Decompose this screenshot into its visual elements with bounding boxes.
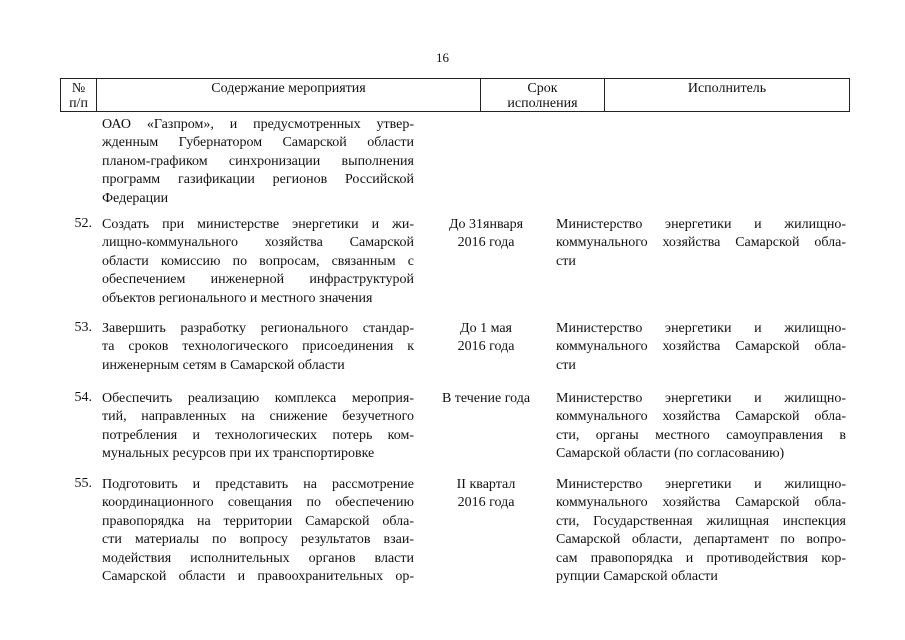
header-content-label: Содержание мероприятия	[211, 81, 366, 96]
page-number: 16	[436, 50, 449, 65]
term-line: В течение года	[441, 391, 531, 406]
row-number: 55.	[74, 476, 92, 491]
content-line: обеспечением инженерной инфраструктурой	[102, 272, 414, 288]
content-line: правопорядка на территории Самарской обла-	[102, 513, 414, 529]
executor-line: сам правопорядка и противодействия кор-	[556, 550, 846, 566]
executor-line: Министерство энергетики и жилищно-	[556, 321, 846, 336]
header-term-cell	[481, 79, 605, 111]
continuation-line: программ газификации регионов Российской	[102, 172, 414, 188]
executor-line: сти	[556, 253, 576, 269]
row-content	[102, 476, 414, 586]
executor-line: Министерство энергетики и жилищно-	[556, 217, 846, 232]
term-line: II квартал	[456, 477, 516, 492]
term-line: 2016 года	[457, 495, 515, 511]
content-line: инженерным сетям в Самарской области	[102, 357, 345, 373]
executor-line: сти, Государственная жилищная инспекция	[556, 513, 846, 529]
content-line: сти материалы по вопросу результатов взаи-	[102, 532, 414, 548]
header-executor-label: Исполнитель	[687, 81, 767, 96]
row-executor	[556, 216, 846, 271]
continuation-line: Федерации	[102, 190, 169, 206]
content-line: лищно-коммунального хозяйства Самарской	[102, 235, 414, 251]
row-number: 53.	[74, 320, 92, 335]
header-number-abbrev: п/п	[69, 96, 88, 111]
header-content-cell	[97, 79, 481, 111]
table-header	[60, 78, 850, 112]
row-term	[424, 476, 548, 513]
executor-line: коммунального хозяйства Самарской обла-	[556, 235, 846, 251]
content-line: модействия исполнительных органов власти	[102, 550, 414, 566]
header-number-sign: №	[71, 81, 86, 96]
continuation-line: планом-графиком синхронизации выполнения	[102, 153, 414, 169]
header-number-cell	[61, 79, 97, 111]
content-line: области комиссию по вопросам, связанным с	[102, 253, 414, 269]
content-line: Завершить разработку регионального стандар-	[102, 321, 414, 336]
content-line: Подготовить и представить на рассмотрение	[102, 477, 414, 492]
row-number: 54.	[74, 390, 92, 405]
term-line: 2016 года	[457, 235, 515, 251]
row-content	[102, 390, 414, 464]
executor-line: коммунального хозяйства Самарской обла-	[556, 409, 846, 425]
executor-line: сти, органы местного самоуправления в	[556, 427, 846, 443]
term-line: 2016 года	[457, 339, 515, 355]
header-term-label-2: исполнения	[507, 96, 578, 111]
row-executor	[556, 476, 846, 586]
executor-line: коммунального хозяйства Самарской обла-	[556, 495, 846, 511]
row-term	[424, 320, 548, 357]
header-term-label-1: Срок	[527, 81, 558, 96]
term-line: До 31января	[448, 217, 524, 232]
executor-line: коммунального хозяйства Самарской обла-	[556, 339, 846, 355]
content-line: та сроков технологического присоединения к	[102, 339, 414, 355]
executor-line: сти	[556, 357, 576, 373]
row-content	[102, 216, 414, 308]
content-line: объектов регионального и местного значения	[102, 290, 373, 306]
row-number: 52.	[74, 216, 92, 231]
executor-line: Министерство энергетики и жилищно-	[556, 477, 846, 492]
content-line: Обеспечить реализацию комплекса мероприя-	[102, 391, 414, 406]
row-executor	[556, 320, 846, 375]
header-executor-cell	[605, 79, 849, 111]
executor-line: Самарской области (по согласованию)	[556, 446, 785, 462]
content-line: тий, направленных на снижение безучетного	[102, 409, 414, 425]
continuation-line: жденным Губернатором Самарской области	[102, 135, 414, 151]
executor-line: Министерство энергетики и жилищно-	[556, 391, 846, 406]
term-line: До 1 мая	[460, 321, 512, 336]
executor-line: Самарской области, департамент по вопро-	[556, 532, 846, 548]
content-line: Создать при министерстве энергетики и жи-	[102, 217, 414, 232]
row-term	[424, 216, 548, 253]
row-executor	[556, 390, 846, 464]
continuation-line: ОАО «Газпром», и предусмотренных утвер-	[102, 117, 414, 132]
row-term	[424, 390, 548, 408]
content-line: координационного совещания по обеспечению	[102, 495, 414, 511]
content-line: мунальных ресурсов при их транспортировке	[102, 446, 375, 462]
content-line: потребления и технологических потерь ком-	[102, 427, 414, 443]
content-line: Самарской области и правоохранительных ор-	[102, 569, 414, 585]
continuation-content	[102, 116, 414, 208]
executor-line: рупции Самарской области	[556, 569, 718, 585]
row-content	[102, 320, 414, 375]
